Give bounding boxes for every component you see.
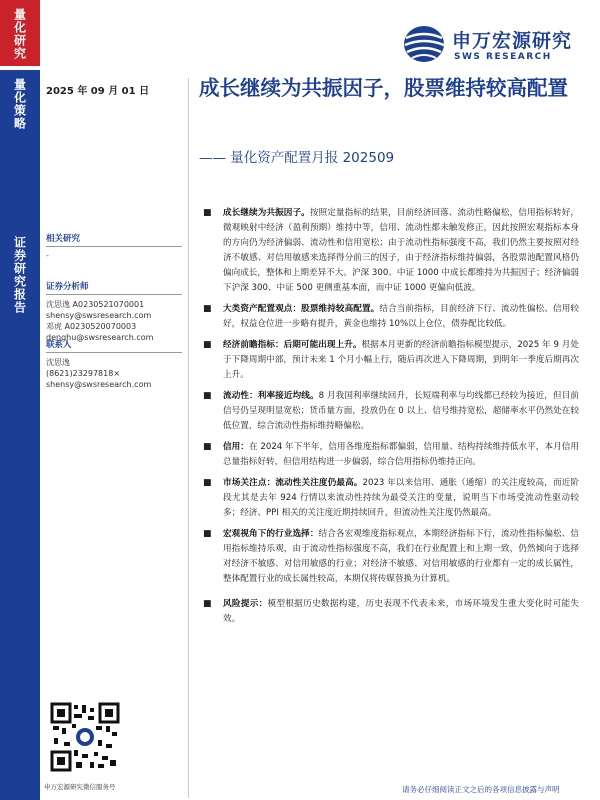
sidebar [0,0,40,800]
column-divider [188,78,189,798]
contact-section [46,338,182,390]
analyst-line: 沈思逸 A0230521070001 [46,300,145,309]
strategy-tag-label: 量化策略 [12,78,27,130]
qr-code-icon[interactable] [50,702,120,772]
bullet-item [199,389,579,434]
globe-logo-icon [402,24,448,64]
bullet-heading: 流动性：利率接近均线。 [223,391,319,401]
bullet-dot-icon: ■ [203,442,212,452]
bullet-dot-icon: ■ [203,529,212,539]
report-type-tag [0,230,40,800]
analyst-email[interactable]: denghu@swsresearch.com [46,333,154,342]
brand-name-en: SWS RESEARCH [454,52,552,62]
bullet-text: 结合当前指标，目前经济下行、流动性偏松、信用较好，权益仓位进一步略有提升，黄金也维持 10%以上仓位，债券配比较低。 [223,304,579,329]
analyst-email[interactable]: shensy@swsresearch.com [46,311,152,320]
contact-phone: (8621)23297818× [46,369,121,378]
bullet-item [199,302,579,332]
bullet-item [199,206,579,296]
bullet-text: 2023 年以来信用、通胀（通缩）的关注度较高，而近阶段尤其是去年 924 行情以来流动性持续为最受关注的变量，说明当下市场受流动性驱动较多；经济、PPI 相关的关注度近期持续回升，但流动性关注度仍然最高。 [223,478,579,518]
category-tag-label: 量化研究 [12,8,27,60]
divider [46,246,182,247]
analyst-line: 邓虎 A0230520070003 [46,322,137,331]
bullet-dot-icon: ■ [203,391,212,401]
analysts-heading: 证券分析师 [46,282,89,292]
bullet-heading: 大类资产配置观点：股票维持较高配置。 [223,304,380,314]
bullet-heading: 风险提示： [223,599,268,609]
report-subtitle: —— 量化资产配置月报 202509 [199,150,395,166]
bullet-text: 结合各宏观维度指标观点，本期经济指标下行，流动性指标偏松、信用指标维持乐观，由于流动性指标强度不高，我们在行业配置上和上期一致，仍然倾向于选择对经济不敏感、对信用敏感的行业；对经济不敏感、对信用敏感的行业都有一定的成长属性，整体配置行业的成长属性较高，本期仅将传媒替换为计算机。 [223,529,579,584]
footer-disclaimer: 请务必仔细阅读正文之后的各项信息披露与声明 [402,785,560,794]
bullet-heading: 市场关注点：流动性关注度仍最高。 [223,478,363,488]
bullet-item [199,440,579,470]
bullet-dot-icon: ■ [203,478,212,488]
bullet-heading: 信用： [223,442,249,452]
report-date: 2025 年 09 月 01 日 [46,86,150,97]
bullet-text: 8 月我国利率继续回升，长短端利率与均线都已经较为接近，但目前信号仍呈现明显宽松；货币量方面，投放仍在 0 以上、信号维持宽松，超储率水平仍然处在较低位置，综合流动性指标维持略偏松。 [223,391,579,431]
summary-bullets [199,206,579,633]
divider [46,352,182,353]
bullet-heading: 经济前瞻指标：后期可能出现上升。 [223,340,362,350]
related-research-heading: 相关研究 [46,234,81,244]
bullet-dot-icon: ■ [203,304,212,314]
bullet-item [199,527,579,587]
bullet-dot-icon: ■ [203,599,212,609]
bullet-text: 按照定量指标的结果，目前经济回落、流动性略偏松，信用指标转好，微观映射中经济（盈利预期）维持中等，信用、流动性都未触发修正，因此按照宏观指标本身的方向仍为经济偏弱、流动性和信用宽松；由于流动性指标强度不高，我们仍然主要按照对经济不敏感、对信用敏感来选择得分前三的因子，由于经济指标维持偏弱，各股票池配置风格仍偏向成长，整体和上期差异不大。沪深 300、中证 1000 中成长都维持为共振因子；经济偏弱下沪深 300、中证 500 更侧重基本面，而中证 1000 更偏向低波。 [223,208,579,293]
category-tag [0,0,40,66]
related-research [46,232,182,260]
analysts-section [46,280,182,343]
bullet-dot-icon: ■ [203,340,212,350]
qr-caption: 申万宏源研究微信服务号 [44,783,116,791]
bullet-heading: 宏观视角下的行业选择： [223,529,319,539]
bullet-text: 在 2024 年下半年，信用各维度指标都偏弱，信用量、结构持续维持低水平，本月信用总量指标好转，但信用结构进一步偏弱，综合信用指标仍维持正向。 [223,442,579,467]
contact-heading: 联系人 [46,340,72,350]
strategy-tag [0,70,40,230]
report-title: 成长继续为共振因子，股票维持较高配置 [199,76,568,100]
bullet-item [199,597,579,627]
contact-email[interactable]: shensy@swsresearch.com [46,380,152,389]
bullet-text: 模型根据历史数据构建，历史表现不代表未来，市场环境发生重大变化时可能失效。 [223,599,579,624]
related-research-placeholder: - [46,251,49,260]
report-type-tag-label: 证券研究报告 [12,236,27,314]
bullet-heading: 成长继续为共振因子。 [223,208,310,218]
brand-name-cn: 申万宏源研究 [452,30,573,52]
bullet-item [199,338,579,383]
contact-name: 沈思逸 [46,358,70,367]
bullet-item [199,476,579,521]
divider [46,294,182,295]
bullet-dot-icon: ■ [203,208,212,218]
bullet-text: 根据本月更新的经济前瞻指标模型提示，2025 年 9 月处于下降周期中部，预计未来 1 个月小幅上行，随后再次进入下降周期，到明年一季度后期再次上升。 [223,340,579,380]
brand-logo [402,20,582,70]
